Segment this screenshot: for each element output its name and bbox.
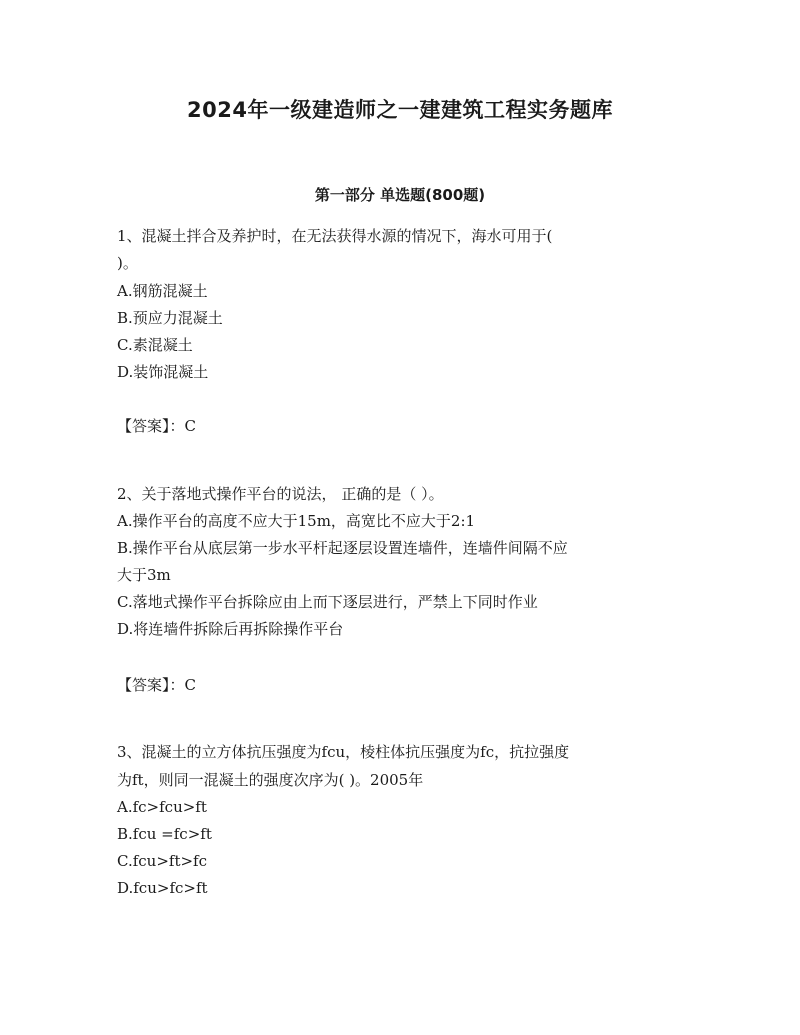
question-2-option-b-line-2: 大于3m xyxy=(117,566,171,584)
question-1-option-a: A.钢筋混凝土 xyxy=(117,282,208,300)
question-2-answer: 【答案】：C xyxy=(117,676,196,694)
question-3-option-d: D.fcu>fc>ft xyxy=(117,879,208,897)
question-3-option-c: C.fcu>ft>fc xyxy=(117,852,207,870)
question-3-stem-line-1: 3、混凝土的立方体抗压强度为fcu，棱柱体抗压强度为fc，抗拉强度 xyxy=(117,743,570,761)
question-3-stem-line-2: 为ft，则同一混凝土的强度次序为( )。2005年 xyxy=(117,771,424,789)
question-1-answer: 【答案】：C xyxy=(117,417,196,435)
question-2-option-b-line-1: B.操作平台从底层第一步水平杆起逐层设置连墙件，连墙件间隔不应 xyxy=(117,539,568,557)
question-1-option-b: B.预应力混凝土 xyxy=(117,309,223,327)
question-2-option-a: A.操作平台的高度不应大于15m，高宽比不应大于2:1 xyxy=(117,512,476,530)
question-2-option-d: D.将连墙件拆除后再拆除操作平台 xyxy=(117,620,344,638)
question-3-option-b: B.fcu =fc>ft xyxy=(117,825,212,843)
question-1-stem-line-2: )。 xyxy=(117,254,138,272)
question-1-option-d: D.装饰混凝土 xyxy=(117,363,209,381)
section-title: 第一部分 单选题(800题) xyxy=(314,186,486,204)
document-title: 2024年一级建造师之一建建筑工程实务题库 xyxy=(187,98,613,122)
question-2-option-c: C.落地式操作平台拆除应由上而下逐层进行，严禁上下同时作业 xyxy=(117,593,538,611)
question-3-option-a: A.fc>fcu>ft xyxy=(117,798,207,816)
question-2-stem-line-1: 2、关于落地式操作平台的说法， 正确的是（ ）。 xyxy=(117,485,444,503)
question-1-stem-line-1: 1、混凝土拌合及养护时，在无法获得水源的情况下，海水可用于( xyxy=(117,227,553,245)
question-1-option-c: C.素混凝土 xyxy=(117,336,193,354)
